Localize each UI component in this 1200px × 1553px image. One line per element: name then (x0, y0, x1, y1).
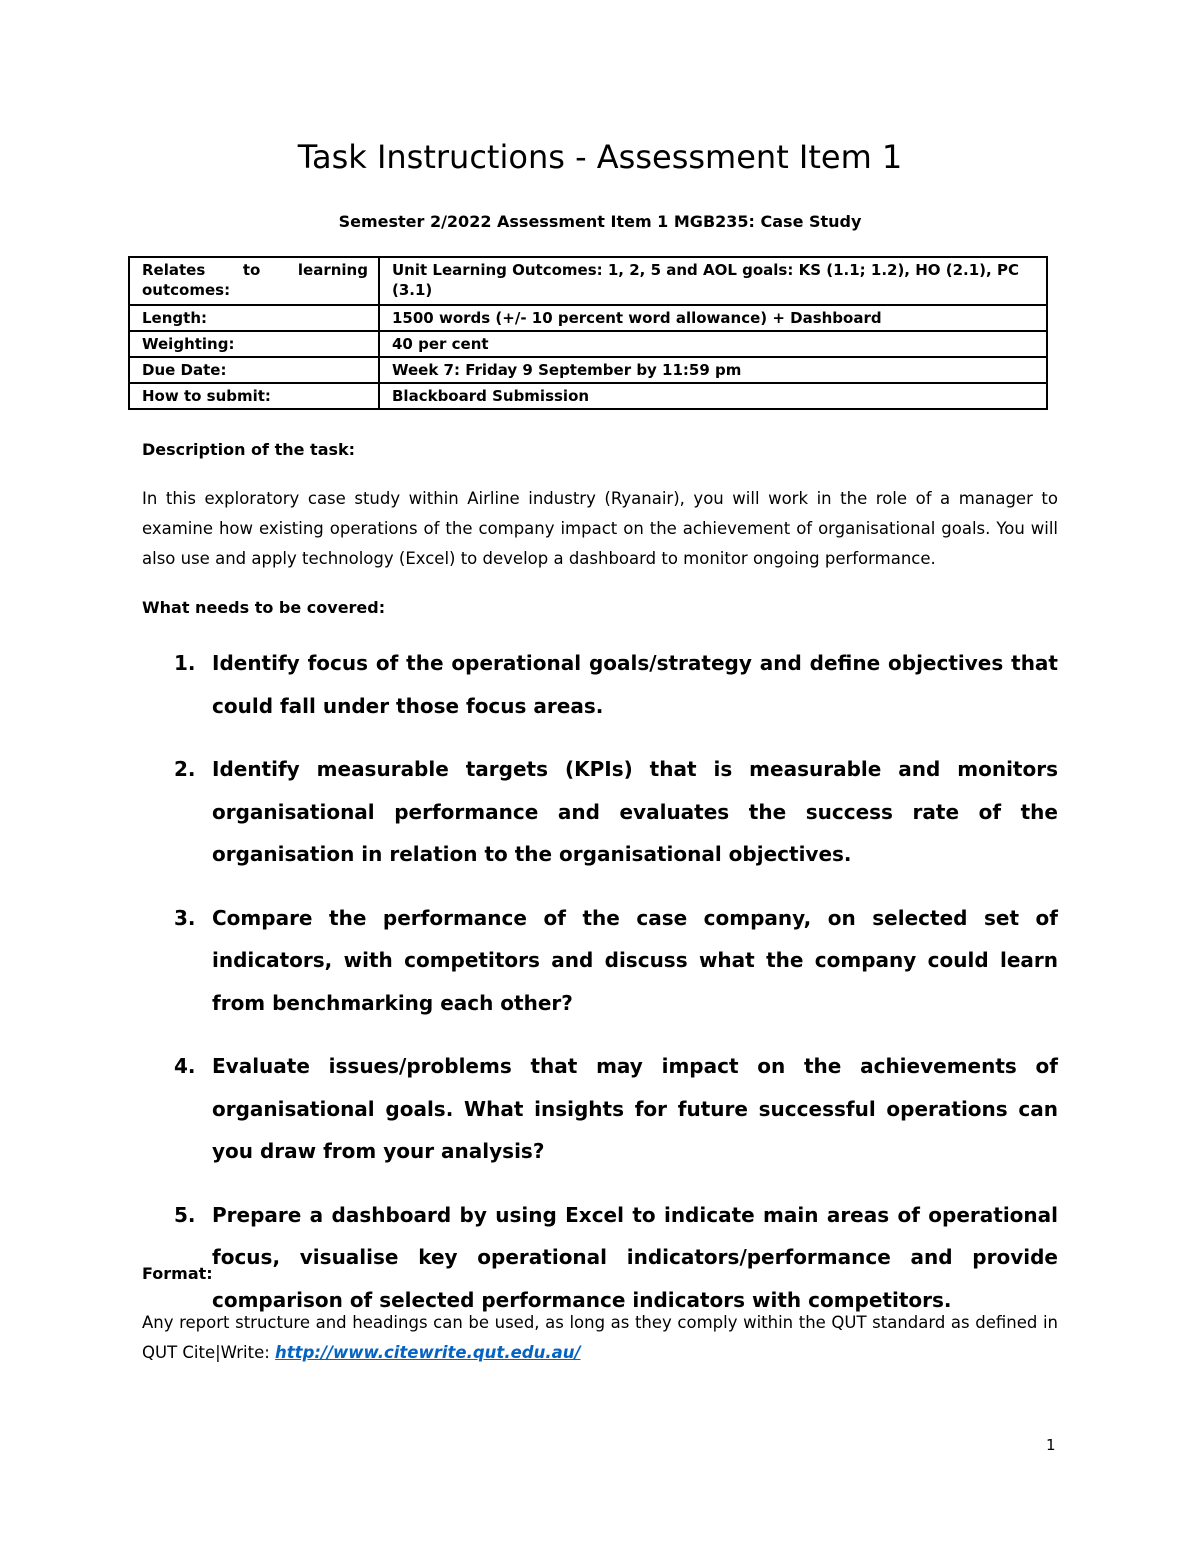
list-item-number: 1. (174, 651, 196, 675)
table-value-cell: Week 7: Friday 9 September by 11:59 pm (379, 357, 1047, 383)
label-word: to (242, 261, 261, 279)
page-title: Task Instructions - Assessment Item 1 (297, 138, 903, 176)
table-row (129, 257, 1047, 305)
citewrite-link[interactable]: http://www.citewrite.qut.edu.au/ (275, 1343, 581, 1362)
description-text: In this exploratory case study within Airline industry (Ryanair), you will work in the role of a manager to examine how existing operations of the company impact on the achievement of organisational goals. You will also use and apply technology (Excel) to develop a dashboard to monitor ongoing performance. (142, 489, 1058, 568)
format-text (142, 1308, 1058, 1368)
table-value-cell: 40 per cent (379, 331, 1047, 357)
list-item (142, 1045, 1058, 1173)
label-word: outcomes: (142, 281, 231, 299)
coverage-list (142, 642, 1058, 1342)
table-row (129, 357, 1047, 383)
format-heading: Format: (142, 1264, 213, 1283)
list-item-text: Prepare a dashboard by using Excel to indicate main areas of operational focus, visualise key operational indicators/performance and provide comparison of selected performance indicators with competitors. (212, 1202, 1058, 1312)
table-label-cell: Length: (129, 305, 379, 331)
list-item-text: Compare the performance of the case company, on selected set of indicators, with competitors and discuss what the company could learn from benchmarking each other? (212, 905, 1058, 1015)
list-item (142, 897, 1058, 1025)
list-item-number: 2. (174, 757, 196, 781)
table-row (129, 331, 1047, 357)
list-item-text: Identify focus of the operational goals/strategy and define objectives that could fall under those focus areas. (212, 651, 1058, 718)
table-label-cell: Due Date: (129, 357, 379, 383)
list-item (142, 642, 1058, 727)
list-item-number: 5. (174, 1202, 196, 1227)
table-label-cell: Weighting: (129, 331, 379, 357)
page-subtitle: Semester 2/2022 Assessment Item 1 MGB235: Case Study (338, 212, 862, 231)
label-word: Relates (142, 261, 206, 279)
table-row (129, 305, 1047, 331)
learning-outcomes-label (142, 260, 368, 280)
list-item-number: 4. (174, 1054, 196, 1078)
table-value-cell: Blackboard Submission (379, 383, 1047, 409)
list-item-text: Identify measurable targets (KPIs) that is measurable and monitors organisational performance and evaluates the success rate of the organisation in relation to the organisational objectives. (212, 757, 1058, 866)
list-item (142, 1194, 1058, 1322)
table-label-cell: How to submit: (129, 383, 379, 409)
label-word: learning (297, 261, 368, 279)
description-heading: Description of the task: (142, 440, 356, 459)
assessment-info-table (128, 256, 1048, 410)
page-number: 1 (1046, 1436, 1056, 1454)
table-value-cell: 1500 words (+/- 10 percent word allowance) + Dashboard (379, 305, 1047, 331)
table-value-cell: Unit Learning Outcomes: 1, 2, 5 and AOL goals: KS (1.1; 1.2), HO (2.1), PC (3.1) (379, 257, 1047, 305)
format-body: Any report structure and headings can be used, as long as they comply within the QUT standard as defined in QUT Cite|Write: (142, 1313, 1058, 1362)
table-row (129, 383, 1047, 409)
table-label-cell (129, 257, 379, 305)
list-item-text: Evaluate issues/problems that may impact on the achievements of organisational goals. What insights for future successful operations can you draw from your analysis? (212, 1054, 1058, 1163)
coverage-heading: What needs to be covered: (142, 598, 386, 617)
list-item-number: 3. (174, 905, 196, 930)
list-item (142, 748, 1058, 876)
